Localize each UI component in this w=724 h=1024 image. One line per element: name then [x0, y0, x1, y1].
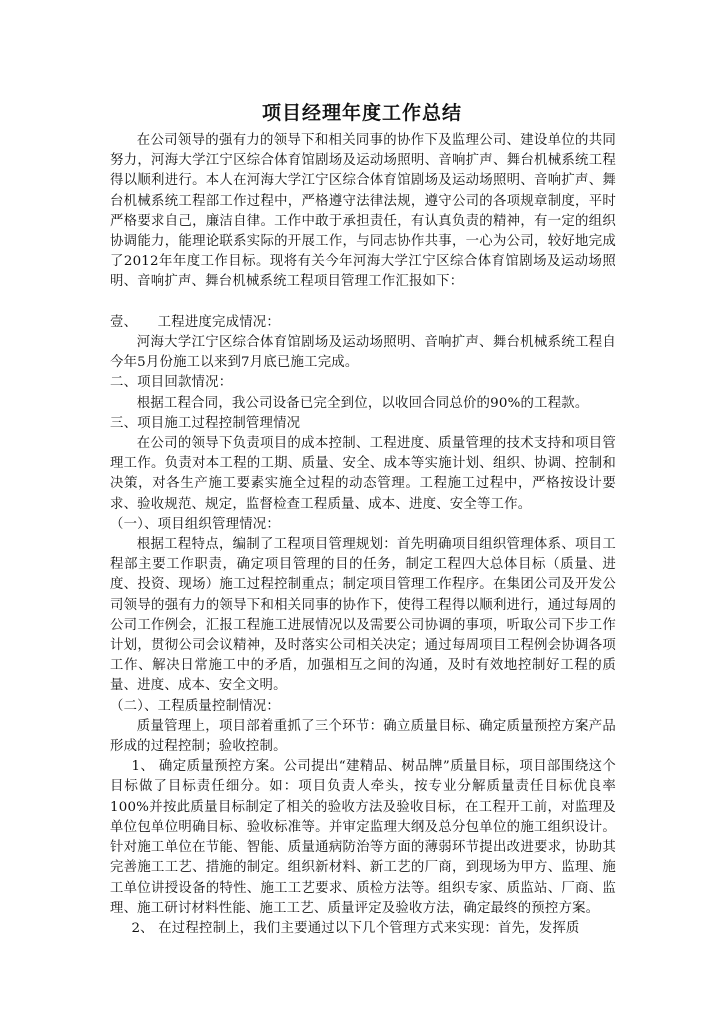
document-body — [110, 131, 616, 939]
quality-paragraph: 质量管理上，项目部着重抓了三个环节：确立质量目标、确定质量预控方案产品形成的过程控制；验收控制。 — [110, 718, 616, 755]
process-control-paragraph: 在公司的领导下负责项目的成本控制、工程进度、质量管理的技术支持和项目管理工作。负责对本工程的工期、质量、安全、成本等实施计划、组织、协调、控制和决策，对各生产施工要素实施全过程的动态管理。工程施工过程中，严格按设计要求、验收规范、规定，监督检查工程质量、成本、进度、安全等工作。 — [110, 436, 616, 512]
progress-paragraph: 河海大学江宁区综合体育馆剧场及运动场照明、音响扩声、舞台机械系统工程自今年5月份施工以来到7月底已施工完成。 — [110, 335, 616, 371]
payment-paragraph: 根据工程合同，我公司设备已完全到位，以收回合同总价的90%的工程款。 — [136, 395, 589, 411]
section-heading-progress: 壹、 工程进度完成情况： — [110, 314, 280, 330]
document-title: 项目经理年度工作总结 — [261, 102, 462, 124]
organization-paragraph: 根据工程特点，编制了工程项目管理规划：首先明确项目组织管理体系、项目工程部主要工作职责，确定项目管理的目的任务，制定工程四大总体目标（质量、进度、投资、现场）施工过程控制重点；制定项目管理工作程序。在集团公司及开发公司领导的强有力的领导下和相关同事的协作下，使得工程得以顺利进行，通过每周的公司工作例会，汇报工程施工进展情况以及需要公司协调的事项，听取公司下步工作计划，贯彻公司会议精神，及时落实公司相关决定；通过每周项目工程例会协调各项工作、解决日常施工中的矛盾，加强相互之间的沟通，及时有效地控制好工程的质量、进度、成本、安全文明。 — [110, 537, 616, 694]
paragraph-spacer — [110, 293, 616, 313]
subsection-heading-organization: （一）、项目组织管理情况： — [110, 516, 280, 532]
subsection-heading-quality: （二）、工程质量控制情况： — [110, 698, 280, 714]
section-heading-payment: 二、项目回款情况： — [110, 375, 233, 391]
quality-item-2: 2、 在过程控制上，我们主要通过以下几个管理方式来实现：首先，发挥质 — [131, 920, 580, 936]
section-heading-process-control: 三、项目施工过程控制管理情况 — [110, 415, 301, 431]
intro-paragraph: 在公司领导的强有力的领导下和相关同事的协作下及监理公司、建设单位的共同努力，河海大学江宁区综合体育馆剧场及运动场照明、音响扩声、舞台机械系统工程得以顺利进行。本人在河海大学江宁区综合体育馆剧场及运动场照明、音响扩声、舞台机械系统工程部工作过程中，严格遵守法律法规，遵守公司的各项规章制度，平时严格要求自己，廉洁自律。工作中敢于承担责任，有认真负责的精神，有一定的组织协调能力，能理论联系实际的开展工作，与同志协作共事，一心为公司，较好地完成了2012年年度工作目标。现将有关今年河海大学江宁区综合体育馆剧场及运动场照明、音响扩声、舞台机械系统工程项目管理工作汇报如下： — [110, 133, 616, 290]
quality-item-1: 1、 确定质量预控方案。公司提出“建精品、树品牌”质量目标，项目部围绕这个目标做了目标责任细分。如：项目负责人牵头，按专业分解质量责任目标优良率100%并按此质量目标制定了相关的验收方法及验收目标，在工程开工前，对监理及单位包单位明确目标、验收标准等。并审定监理大纲及总分包单位的施工组织设计。针对施工单位在节能、智能、质量通病防治等方面的薄弱环节提出改进要求，协助其完善施工工艺、措施的制定。组织新材料、新工艺的厂商，到现场为甲方、监理、施工单位讲授设备的特性、施工工艺要求、质检方法等。组织专家、质监站、厂商、监理、施工研讨材料性能、施工工艺、质量评定及验收方法，确定最终的预控方案。 — [110, 759, 616, 916]
